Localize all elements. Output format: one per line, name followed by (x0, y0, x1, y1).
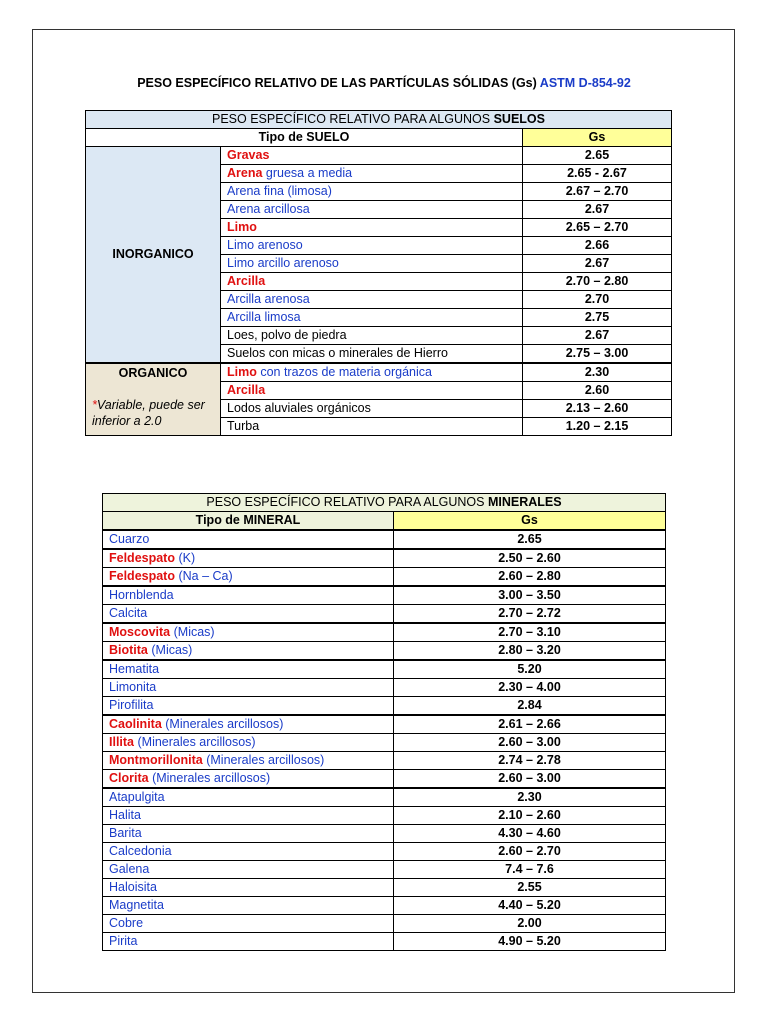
gs-value: 2.30 (394, 788, 666, 807)
type-name: gruesa a media (262, 166, 353, 180)
table-row (103, 861, 666, 879)
type-cell (103, 530, 394, 549)
gs-value: 2.67 (523, 327, 672, 345)
gs-value: 1.20 – 2.15 (523, 418, 672, 436)
type-cell (221, 400, 523, 418)
table-row (103, 788, 666, 807)
minerals-table-caption: PESO ESPECÍFICO RELATIVO PARA ALGUNOS MINERALES (103, 494, 666, 512)
type-name-highlight: Arcilla (227, 383, 266, 397)
group-note (92, 397, 214, 429)
table-row (103, 715, 666, 734)
table-row (103, 897, 666, 915)
type-cell (103, 642, 394, 661)
type-cell (221, 237, 523, 255)
type-name: Hematita (109, 662, 160, 676)
gs-value: 2.75 (523, 309, 672, 327)
table-row (103, 660, 666, 679)
type-name: (Micas) (147, 643, 193, 657)
type-name-highlight: Clorita (109, 771, 149, 785)
gs-value: 4.90 – 5.20 (394, 933, 666, 951)
type-name: (K) (175, 551, 196, 565)
gs-value: 2.61 – 2.66 (394, 715, 666, 734)
gs-value: 2.10 – 2.60 (394, 807, 666, 825)
type-cell (103, 915, 394, 933)
gs-value: 2.55 (394, 879, 666, 897)
table-row (103, 697, 666, 716)
table-row (103, 549, 666, 568)
type-name: Cuarzo (109, 532, 150, 546)
gs-value: 2.67 (523, 255, 672, 273)
gs-value: 2.67 – 2.70 (523, 183, 672, 201)
minerals-col-tipo: Tipo de MINERAL (103, 512, 394, 531)
type-cell (221, 291, 523, 309)
type-name-highlight: Arena (227, 166, 263, 180)
type-name-highlight: Arcilla (227, 274, 266, 288)
type-cell (103, 770, 394, 789)
document-title (0, 76, 768, 90)
type-cell (103, 807, 394, 825)
gs-value: 2.67 (523, 201, 672, 219)
group-organico-label: ORGANICO (118, 366, 188, 380)
group-inorganico: INORGANICO (86, 147, 221, 364)
type-name: Limo arenoso (227, 238, 303, 252)
type-cell (103, 697, 394, 716)
type-cell (103, 788, 394, 807)
type-cell (103, 660, 394, 679)
type-name: Arcilla limosa (227, 310, 301, 324)
gs-value: 2.70 (523, 291, 672, 309)
gs-value: 2.60 – 3.00 (394, 734, 666, 752)
type-cell (221, 309, 523, 327)
type-cell (103, 605, 394, 624)
type-name-highlight: Limo (227, 365, 257, 379)
type-name: Cobre (109, 916, 144, 930)
gs-value: 2.13 – 2.60 (523, 400, 672, 418)
type-cell (103, 586, 394, 605)
type-name: Hornblenda (109, 588, 174, 602)
type-name: (Micas) (170, 625, 215, 639)
type-name-highlight: Moscovita (109, 625, 171, 639)
type-cell (221, 345, 523, 364)
table-row (86, 363, 672, 382)
type-name-highlight: Feldespato (109, 569, 175, 583)
type-cell (103, 679, 394, 697)
gs-value: 2.75 – 3.00 (523, 345, 672, 364)
type-name: Barita (109, 826, 142, 840)
minerals-table (102, 493, 666, 951)
type-name: (Minerales arcillosos) (161, 717, 284, 731)
table-row (103, 586, 666, 605)
table-row (86, 147, 672, 165)
type-name-highlight: Montmorillonita (109, 753, 203, 767)
type-cell (103, 825, 394, 843)
type-cell (103, 897, 394, 915)
type-cell (103, 933, 394, 951)
gs-value: 2.70 – 2.80 (523, 273, 672, 291)
soils-table (85, 110, 672, 436)
type-name: Arena arcillosa (227, 202, 310, 216)
gs-value: 2.74 – 2.78 (394, 752, 666, 770)
type-name: Halita (109, 808, 141, 822)
type-name: Turba (227, 419, 260, 433)
type-name: Calcita (109, 606, 148, 620)
gs-value: 2.60 – 2.80 (394, 568, 666, 587)
note-text: Variable, puede ser inferior a 2.0 (92, 398, 205, 428)
type-cell (103, 568, 394, 587)
table-row (103, 843, 666, 861)
type-name: Galena (109, 862, 150, 876)
type-name: (Na – Ca) (175, 569, 233, 583)
type-name: Limo arcillo arenoso (227, 256, 339, 270)
standard-code: ASTM D-854-92 (539, 76, 631, 90)
type-name: (Minerales arcillosos) (134, 735, 256, 749)
gs-value: 2.65 – 2.70 (523, 219, 672, 237)
type-name-highlight: Gravas (227, 148, 270, 162)
type-cell (221, 183, 523, 201)
type-name: Loes, polvo de piedra (227, 328, 347, 342)
gs-value: 3.00 – 3.50 (394, 586, 666, 605)
gs-value: 2.30 (523, 363, 672, 382)
type-name: Atapulgita (109, 790, 165, 804)
gs-value: 2.70 – 2.72 (394, 605, 666, 624)
gs-value: 7.4 – 7.6 (394, 861, 666, 879)
table-row (103, 623, 666, 642)
table-row (103, 605, 666, 624)
table-row (103, 825, 666, 843)
soils-col-gs: Gs (523, 129, 672, 147)
type-name: Pirita (109, 934, 138, 948)
type-cell (221, 201, 523, 219)
type-name-highlight: Biotita (109, 643, 148, 657)
type-name-highlight: Limo (227, 220, 257, 234)
soils-col-tipo: Tipo de SUELO (86, 129, 523, 147)
group-organico (86, 363, 221, 436)
type-cell (221, 147, 523, 165)
type-name: Pirofilita (109, 698, 154, 712)
type-cell (103, 879, 394, 897)
soils-table-caption: PESO ESPECÍFICO RELATIVO PARA ALGUNOS SUELOS (86, 111, 672, 129)
gs-value: 2.30 – 4.00 (394, 679, 666, 697)
table-row (103, 879, 666, 897)
minerals-col-gs: Gs (394, 512, 666, 531)
type-name: (Minerales arcillosos) (202, 753, 325, 767)
type-cell (221, 255, 523, 273)
title-text: PESO ESPECÍFICO RELATIVO DE LAS PARTÍCULAS SÓLIDAS (Gs) (137, 76, 537, 90)
gs-value: 2.65 - 2.67 (523, 165, 672, 183)
gs-value: 2.60 – 2.70 (394, 843, 666, 861)
type-name: Lodos aluviales orgánicos (227, 401, 371, 415)
type-cell (103, 734, 394, 752)
gs-value: 4.40 – 5.20 (394, 897, 666, 915)
gs-value: 2.66 (523, 237, 672, 255)
gs-value: 5.20 (394, 660, 666, 679)
type-name-highlight: Caolinita (109, 717, 162, 731)
type-cell (221, 273, 523, 291)
note-star: * (92, 398, 97, 412)
type-name: Arena fina (limosa) (227, 184, 332, 198)
table-row (103, 530, 666, 549)
type-cell (221, 363, 523, 382)
type-name: Calcedonia (109, 844, 172, 858)
table-row (103, 568, 666, 587)
type-name: Limonita (109, 680, 157, 694)
type-name: Arcilla arenosa (227, 292, 310, 306)
type-name: con trazos de materia orgánica (256, 365, 432, 379)
gs-value: 2.84 (394, 697, 666, 716)
type-cell (221, 165, 523, 183)
gs-value: 2.50 – 2.60 (394, 549, 666, 568)
gs-value: 2.65 (523, 147, 672, 165)
table-row (103, 679, 666, 697)
table-row (103, 752, 666, 770)
table-row (103, 933, 666, 951)
table-row (103, 770, 666, 789)
gs-value: 2.70 – 3.10 (394, 623, 666, 642)
type-cell (221, 327, 523, 345)
table-row (103, 807, 666, 825)
type-cell (221, 382, 523, 400)
type-cell (103, 861, 394, 879)
type-name-highlight: Feldespato (109, 551, 175, 565)
table-row (103, 642, 666, 661)
type-cell (221, 219, 523, 237)
type-name: (Minerales arcillosos) (148, 771, 271, 785)
type-cell (103, 549, 394, 568)
gs-value: 2.60 (523, 382, 672, 400)
table-row (103, 915, 666, 933)
type-name: Haloisita (109, 880, 157, 894)
gs-value: 2.00 (394, 915, 666, 933)
type-name: Magnetita (109, 898, 164, 912)
type-cell (103, 752, 394, 770)
type-name: Suelos con micas o minerales de Hierro (227, 346, 448, 360)
type-cell (103, 843, 394, 861)
type-cell (103, 623, 394, 642)
gs-value: 2.80 – 3.20 (394, 642, 666, 661)
gs-value: 2.60 – 3.00 (394, 770, 666, 789)
type-cell (221, 418, 523, 436)
gs-value: 2.65 (394, 530, 666, 549)
table-row (103, 734, 666, 752)
type-cell (103, 715, 394, 734)
type-name-highlight: Illita (109, 735, 135, 749)
gs-value: 4.30 – 4.60 (394, 825, 666, 843)
